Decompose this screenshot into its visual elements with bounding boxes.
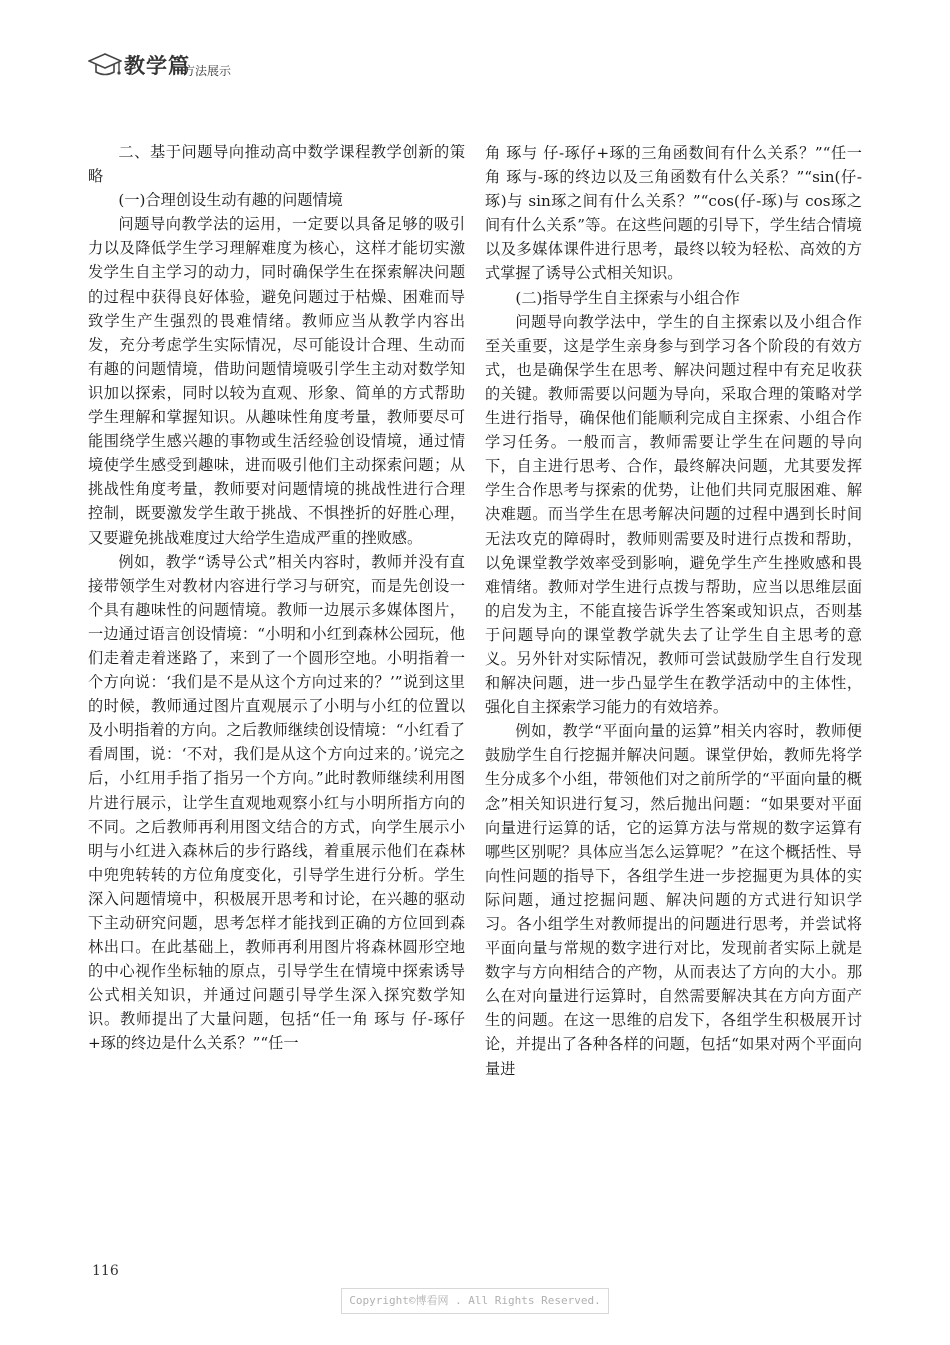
- left-column: [88, 140, 465, 1056]
- subsection-heading: (二)指导学生自主探索与小组合作: [515, 288, 740, 307]
- section-subtitle: 方法展示: [183, 64, 232, 78]
- subsection-heading: (一)合理创设生动有趣的问题情境: [118, 191, 343, 210]
- graduation-cap-icon: [88, 52, 122, 80]
- right-column: [485, 141, 862, 1081]
- section-heading: 二、基于问题导向推动高中数学课程教学创新的策略: [88, 143, 465, 186]
- page-number: 116: [92, 1263, 119, 1279]
- body-paragraph: 问题导向教学法中，学生的自主探索以及小组合作至关重要，这是学生亲身参与到学习各个阶段的有效方式，也是确保学生在思考、解决问题过程中有充足收获的关键。教师需要以问题为导向，采取合理的策略对学生进行指导，确保他们能顺利完成自主探索、小组合作学习任务。一般而言，教师需要让学生在问题的导向下，自主进行思考、合作，最终解决问题，尤其要发挥学生合作思考与探索的优势，让他们共同克服困难、解决难题。而当学生在思考解决问题的过程中遇到长时间无法攻克的障碍时，教师则需要及时进行点拨和帮助，以免课堂教学效率受到影响，避免学生产生挫败感和畏难情绪。教师对学生进行点拨与帮助，应当以思维层面的启发为主，不能直接告诉学生答案或知识点，否则基于问题导向的课堂教学就失去了让学生自主思考的意义。另外针对实际情况，教师可尝试鼓励学生自行发现和解决问题，进一步凸显学生在教学活动中的主体性，强化自主探索学习能力的有效培养。: [485, 312, 862, 717]
- body-paragraph: 例如，教学“诱导公式”相关内容时，教师并没有直接带领学生对教材内容进行学习与研究，而是先创设一个具有趣味性的问题情境。教师一边展示多媒体图片，一边通过语言创设情境：“小明和小红到森林公园玩，他们走着走着迷路了，来到了一个圆形空地。小明指着一个方向说：‘我们是不是从这个方向过来的？’”说到这里的时候，教师通过图片直观展示了小明与小红的位置以及小明指着的方向。之后教师继续创设情境：“小红看了看周围，说：‘不对，我们是从这个方向过来的。’说完之后，小红用手指了指另一个方向。”此时教师继续利用图片进行展示，让学生直观地观察小红与小明所指方向的不同。之后教师再利用图文结合的方式，向学生展示小明与小红进入森林后的步行路线，着重展示他们在森林中兜兜转转的方位角度变化，引导学生进行分析。学生深入问题情境中，积极展开思考和讨论，在兴趣的驱动下主动研究问题，思考怎样才能找到正确的方位回到森林出口。在此基础上，教师再利用图片将森林圆形空地的中心视作坐标轴的原点，引导学生在情境中探索诱导公式相关知识，并通过问题引导学生深入探究数学知识。教师提出了大量问题，包括“任一角 琢与 仔-琢仔+琢的终边是什么关系？”“任一: [88, 552, 465, 1053]
- body-paragraph: 例如，教学“平面向量的运算”相关内容时，教师便鼓励学生自行挖掘并解决问题。课堂伊始，教师先将学生分成多个小组，带领他们对之前所学的“平面向量的概念”相关知识进行复习，然后抛出问题：“如果要对平面向量进行运算的话，它的运算方法与常规的数字运算有哪些区别呢？具体应当怎么运算呢？”在这个概括性、导向性问题的指导下，各组学生进一步挖掘更为具体的实际问题，通过挖掘问题、解决问题的方式进行知识学习。各小组学生对教师提出的问题进行思考，并尝试将平面向量与常规的数字进行对比，发现前者实际上就是数字与方向相结合的产物，从而表达了方向的大小。那么在对向量进行运算时，自然需要解决其在方向方面产生的问题。在这一思维的启发下，各组学生积极展开讨论，并提出了各种各样的问题，包括“如果对两个平面向量进: [485, 722, 862, 1078]
- body-paragraph: 问题导向教学法的运用，一定要以具备足够的吸引力以及降低学生学习理解难度为核心，这样才能切实激发学生自主学习的动力，同时确保学生在探索解决问题的过程中获得良好体验，避免问题过于枯燥、困难而导致学生产生强烈的畏难情绪。教师应当从教学内容出发，充分考虑学生实际情况，尽可能设计合理、生动而有趣的问题情境，借助问题情境吸引学生主动对数学知识加以探索，同时以较为直观、形象、简单的方式帮助学生理解和掌握知识。从趣味性角度考量，教师要尽可能围绕学生感兴趣的事物或生活经验创设情境，通过情境使学生感受到趣味，进而吸引他们主动探索问题；从挑战性角度考量，教师要对问题情境的挑战性进行合理控制，既要激发学生敢于挑战、不惧挫折的好胜心理，又要避免挑战难度过大给学生造成严重的挫败感。: [88, 215, 465, 547]
- copyright-notice: Copyright©博看网 . All Rights Reserved.: [341, 1288, 609, 1314]
- section-title: 教学篇: [124, 54, 190, 78]
- body-paragraph-continued: 角 琢与 仔-琢仔+琢的三角函数间有什么关系？”“任一角 琢与-琢的终边以及三角函数有什么关系？”“sin(仔-琢)与 sin琢之间有什么关系？”“cos(仔-琢)与 cos琢之间有什么关系”等。在这些问题的引导下，学生结合情境以及多媒体课件进行思考，最终以较为轻松、高效的方式掌握了诱导公式相关知识。: [485, 144, 862, 283]
